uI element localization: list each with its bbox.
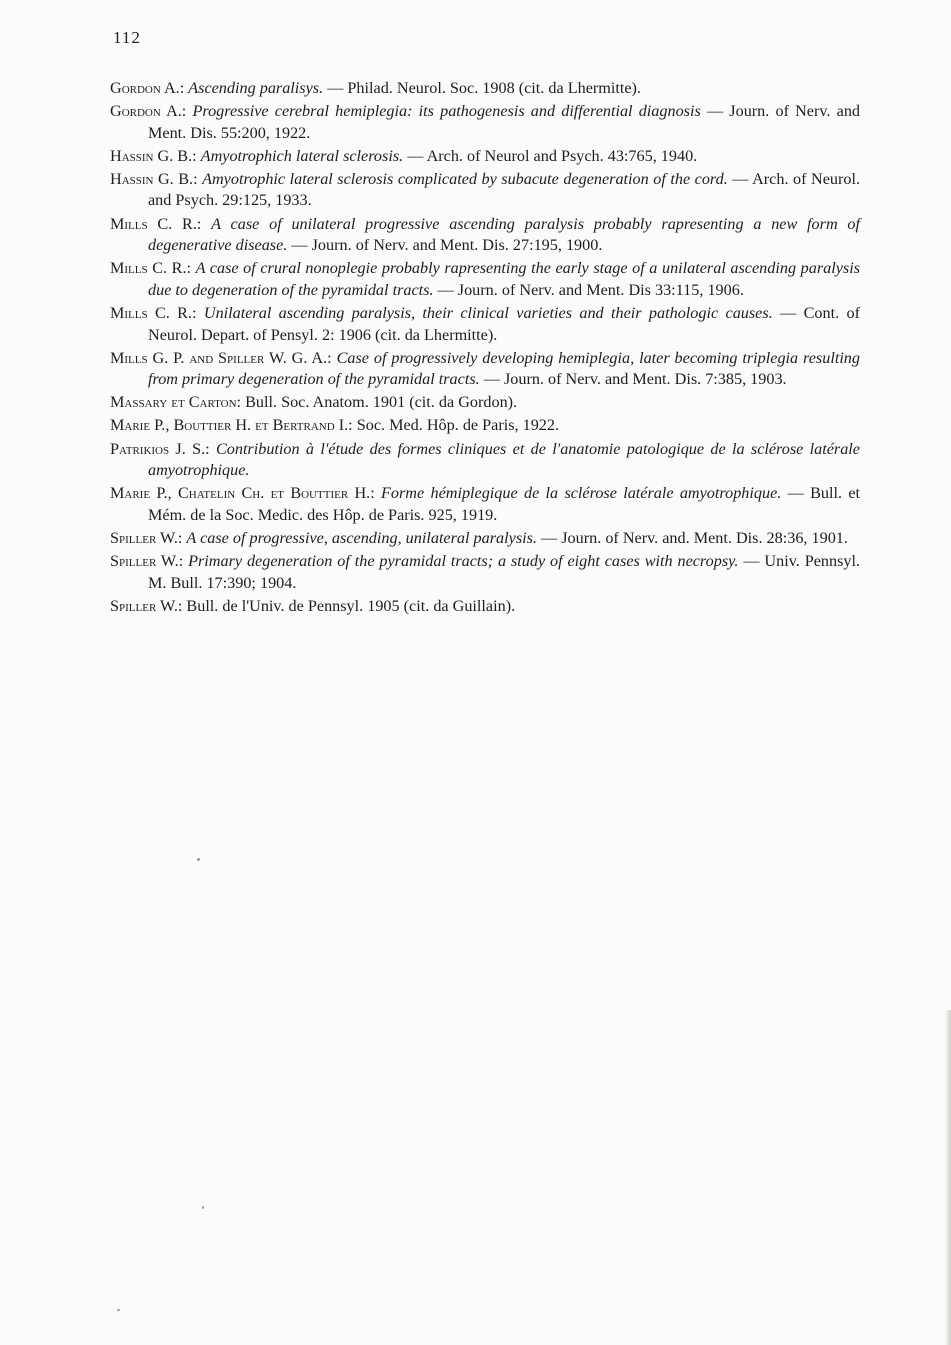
page-number: 112 xyxy=(113,28,141,47)
reference-source: — Journ. of Nerv. and Ment. Dis. 7:385, 1903. xyxy=(483,370,787,389)
reference-source: — Journ. of Nerv. and. Ment. Dis. 28:36, 1901. xyxy=(541,528,848,547)
reference-title: Progressive cerebral hemiplegia: its pathogenesis and differential diagnosis xyxy=(192,102,701,121)
reference-author: Spiller W.: xyxy=(110,551,184,570)
reference-source: — Arch. of Neurol and Psych. 43:765, 1940. xyxy=(407,146,698,165)
reference-title: Primary degeneration of the pyramidal tracts; a study of eight cases with necropsy. xyxy=(188,551,739,570)
reference-author: Mills C. R.: xyxy=(110,214,202,233)
reference-author: Spiller W.: xyxy=(110,528,183,547)
paper-speck xyxy=(202,1206,204,1209)
reference-title: Case of progressively developing hemiplegia, later becoming triplegia resulting from primary degeneration of the pyramidal tracts. xyxy=(148,348,860,389)
reference-source: — Journ. of Nerv. and Ment. Dis. 55:200, 1922. xyxy=(148,102,861,142)
reference-title: Amyotrophic lateral sclerosis complicated by subacute degeneration of the cord. xyxy=(202,169,728,188)
reference-author: Hassin G. B.: xyxy=(110,146,197,165)
reference-source: — Philad. Neurol. Soc. 1908 (cit. da Lhermitte). xyxy=(327,79,641,97)
reference-entry xyxy=(110,596,860,618)
reference-source: — Arch. of Neurol. and Psych. 29:125, 1933. xyxy=(148,169,860,210)
reference-title: A case of crural nonoplegie probably rapresenting the early stage of a unilateral ascending paralysis due to degeneration of the pyramidal tracts. xyxy=(148,259,861,299)
reference-entry xyxy=(110,528,860,550)
page-edge-shadow xyxy=(945,1010,951,1345)
reference-entry xyxy=(110,483,860,526)
reference-entry xyxy=(110,214,860,257)
reference-entry xyxy=(110,258,860,301)
reference-title: A case of progressive, ascending, unilateral paralysis. xyxy=(186,528,537,547)
reference-source: — Univ. Pennsyl. M. Bull. 17:390; 1904. xyxy=(148,551,861,592)
reference-source: — Cont. of Neurol. Depart. of Pensyl. 2: 1906 (cit. da Lhermitte). xyxy=(148,303,860,344)
reference-author: Hassin G. B.: xyxy=(110,169,198,188)
reference-author: Gordon A.: xyxy=(110,79,185,97)
reference-author: Mills G. P. and Spiller W. G. A.: xyxy=(110,348,332,367)
reference-title: Forme hémiplegique de la sclérose latérale amyotrophique. xyxy=(381,484,782,503)
reference-entry xyxy=(110,146,860,168)
reference-entry xyxy=(110,78,860,100)
reference-entry xyxy=(110,392,860,414)
reference-entry xyxy=(110,348,860,391)
reference-author: Mills C. R.: xyxy=(110,303,197,322)
reference-title: Unilateral ascending paralysis, their clinical varieties and their pathologic causes. xyxy=(203,303,773,322)
reference-title: Amyotrophich lateral sclerosis. xyxy=(200,146,404,165)
reference-entry xyxy=(110,303,860,346)
reference-source: Soc. Med. Hôp. de Paris, 1922. xyxy=(356,416,560,435)
reference-author: Patrikios J. S.: xyxy=(110,439,210,458)
reference-entry xyxy=(110,551,860,594)
reference-author: Massary et Carton: xyxy=(110,393,242,412)
reference-source: Bull. de l'Univ. de Pennsyl. 1905 (cit. da Guillain). xyxy=(186,596,516,615)
reference-author: Marie P., Bouttier H. et Bertrand I.: xyxy=(110,416,353,435)
reference-entry xyxy=(110,439,860,482)
reference-source: — Journ. of Nerv. and Ment. Dis 33:115, 1906. xyxy=(437,280,744,299)
reference-entry xyxy=(110,169,860,212)
reference-entry xyxy=(110,101,860,144)
reference-author: Gordon A.: xyxy=(110,102,187,121)
reference-author: Spiller W.: xyxy=(110,596,183,615)
reference-title: Ascending paralisys. xyxy=(188,79,324,97)
reference-title: A case of unilateral progressive ascending paralysis probably rapresenting a new form of degenerative disease. xyxy=(148,214,861,255)
reference-author: Mills C. R.: xyxy=(110,259,191,278)
reference-source: Bull. Soc. Anatom. 1901 (cit. da Gordon). xyxy=(245,393,518,412)
reference-source: — Journ. of Nerv. and Ment. Dis. 27:195, 1900. xyxy=(291,236,603,255)
paper-speck xyxy=(197,858,200,861)
reference-source: — Bull. et Mém. de la Soc. Medic. des Hôp. de Paris. 925, 1919. xyxy=(148,484,861,524)
paper-speck xyxy=(117,1309,120,1311)
reference-author: Marie P., Chatelin Ch. et Bouttier H.: xyxy=(110,484,375,503)
bibliography-list xyxy=(110,78,860,619)
reference-title: Contribution à l'étude des formes cliniques et de l'anatomie patologique de la sclérose latérale amyotrophique. xyxy=(148,439,860,480)
reference-entry xyxy=(110,415,860,437)
